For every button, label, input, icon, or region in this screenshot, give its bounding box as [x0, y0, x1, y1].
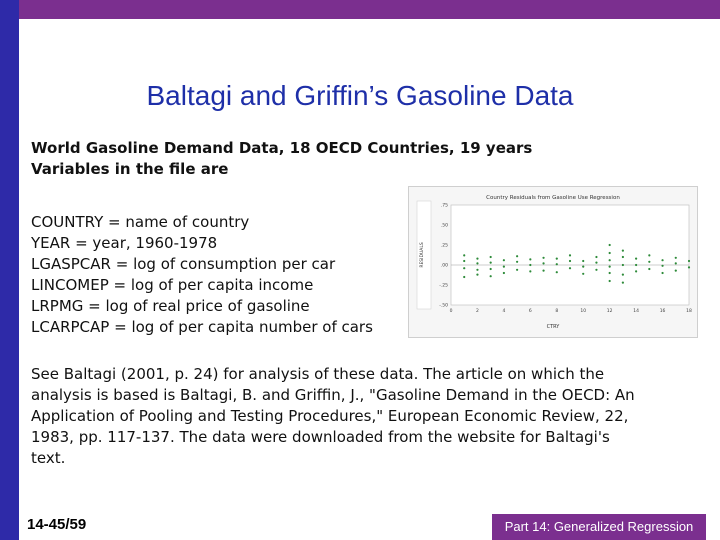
chart-point: [503, 272, 505, 274]
chart-point: [609, 272, 611, 274]
chart-point: [622, 264, 624, 266]
chart-point: [542, 262, 544, 264]
variable-item: LGASPCAR = log of consumption per car: [31, 255, 336, 273]
variable-item: COUNTRY = name of country: [31, 213, 250, 231]
note-line: analysis is based is Baltagi, B. and Griffin, J., "Gasoline Demand in the OECD: An: [31, 386, 635, 404]
variable-item: YEAR = year, 1960-1978: [31, 234, 218, 252]
chart-point: [661, 272, 663, 274]
chart-x-tick-label: 6: [528, 309, 532, 314]
chart-x-tick-label: 10: [580, 309, 587, 314]
chart-point: [516, 269, 518, 271]
chart-point: [516, 261, 518, 263]
variable-item: LCARPCAP = log of per capita number of cars: [31, 318, 373, 336]
chart-point: [569, 260, 571, 262]
chart-point: [609, 266, 611, 268]
left-accent-bar: [0, 0, 19, 540]
chart-point: [529, 270, 531, 272]
chart-x-tick-label: 0: [449, 309, 453, 314]
chart-point: [463, 276, 465, 278]
chart-point: [675, 270, 677, 272]
chart-x-tick-label: 2: [476, 309, 479, 314]
chart-point: [609, 280, 611, 282]
chart-point: [622, 282, 624, 284]
top-accent-bar: [0, 0, 720, 19]
chart-y-tick-label: .50: [440, 223, 448, 229]
chart-x-tick-label: 16: [659, 309, 666, 314]
note-line: 1983, pp. 117-137. The data were downloaded from the website for Baltagi's: [31, 428, 610, 446]
chart-point: [476, 269, 478, 271]
chart-x-label: CTRY: [546, 324, 560, 330]
residuals-chart-svg: [409, 187, 697, 337]
chart-point: [503, 259, 505, 261]
chart-point: [569, 267, 571, 269]
source-note: [31, 364, 691, 469]
residuals-chart: [408, 186, 698, 338]
chart-point: [595, 262, 597, 264]
chart-point: [582, 273, 584, 275]
chart-point: [688, 260, 690, 262]
chart-point: [556, 271, 558, 273]
slide-title: Baltagi and Griffin’s Gasoline Data: [146, 80, 574, 111]
chart-point: [622, 274, 624, 276]
chart-y-tick-label: .25: [440, 243, 448, 249]
chart-point: [661, 259, 663, 261]
chart-point: [595, 256, 597, 258]
note-line: Application of Pooling and Testing Procedures," European Economic Review, 22,: [31, 407, 629, 425]
chart-point: [490, 256, 492, 258]
chart-point: [635, 258, 637, 260]
chart-point: [648, 254, 650, 256]
chart-point: [609, 252, 611, 254]
slide-number: 14-45/59: [27, 516, 87, 533]
chart-point: [582, 260, 584, 262]
chart-point: [529, 258, 531, 260]
chart-x-tick-label: 18: [686, 309, 692, 314]
chart-point: [675, 257, 677, 259]
chart-point: [556, 263, 558, 265]
chart-point: [463, 260, 465, 262]
chart-point: [635, 264, 637, 266]
chart-point: [609, 244, 611, 246]
chart-y-tick-label: .75: [440, 203, 448, 209]
chart-point: [622, 256, 624, 258]
subtitle-line: World Gasoline Demand Data, 18 OECD Countries, 19 years: [31, 139, 533, 157]
chart-point: [635, 270, 637, 272]
chart-point: [516, 255, 518, 257]
chart-point: [648, 268, 650, 270]
chart-y-label: RESIDUALS: [420, 242, 425, 268]
variable-item: LINCOMEP = log of per capita income: [31, 276, 314, 294]
chart-point: [476, 274, 478, 276]
chart-point: [609, 259, 611, 261]
chart-x-tick-label: 14: [633, 309, 639, 314]
chart-y-tick-label: -.25: [439, 283, 448, 289]
chart-point: [569, 254, 571, 256]
chart-point: [582, 266, 584, 268]
chart-x-tick-label: 8: [555, 309, 559, 314]
chart-point: [622, 250, 624, 252]
chart-point: [463, 254, 465, 256]
note-line: text.: [31, 449, 66, 467]
chart-point: [542, 257, 544, 259]
variable-list: [31, 212, 373, 338]
chart-x-tick-label: 4: [502, 309, 506, 314]
chart-point: [529, 264, 531, 266]
chart-point: [648, 261, 650, 263]
chart-point: [556, 258, 558, 260]
chart-point: [675, 262, 677, 264]
chart-y-tick-label: .00: [440, 263, 448, 269]
chart-point: [688, 266, 690, 268]
chart-point: [490, 275, 492, 277]
footer-label: Part 14: Generalized Regression: [492, 514, 706, 540]
chart-title: Country Residuals from Gasoline Use Regression: [486, 195, 620, 201]
note-line: See Baltagi (2001, p. 24) for analysis of these data. The article on which the: [31, 365, 605, 383]
chart-point: [503, 266, 505, 268]
chart-y-tick-label: -.50: [439, 303, 448, 309]
chart-point: [490, 268, 492, 270]
chart-point: [463, 267, 465, 269]
chart-x-tick-label: 12: [606, 309, 613, 314]
chart-point: [490, 262, 492, 264]
variable-item: LRPMG = log of real price of gasoline: [31, 297, 310, 315]
chart-point: [542, 270, 544, 272]
chart-point: [595, 269, 597, 271]
chart-point: [476, 262, 478, 264]
chart-point: [476, 258, 478, 260]
slide-subtitle: [31, 138, 532, 180]
chart-point: [661, 265, 663, 267]
subtitle-line: Variables in the file are: [31, 160, 229, 178]
